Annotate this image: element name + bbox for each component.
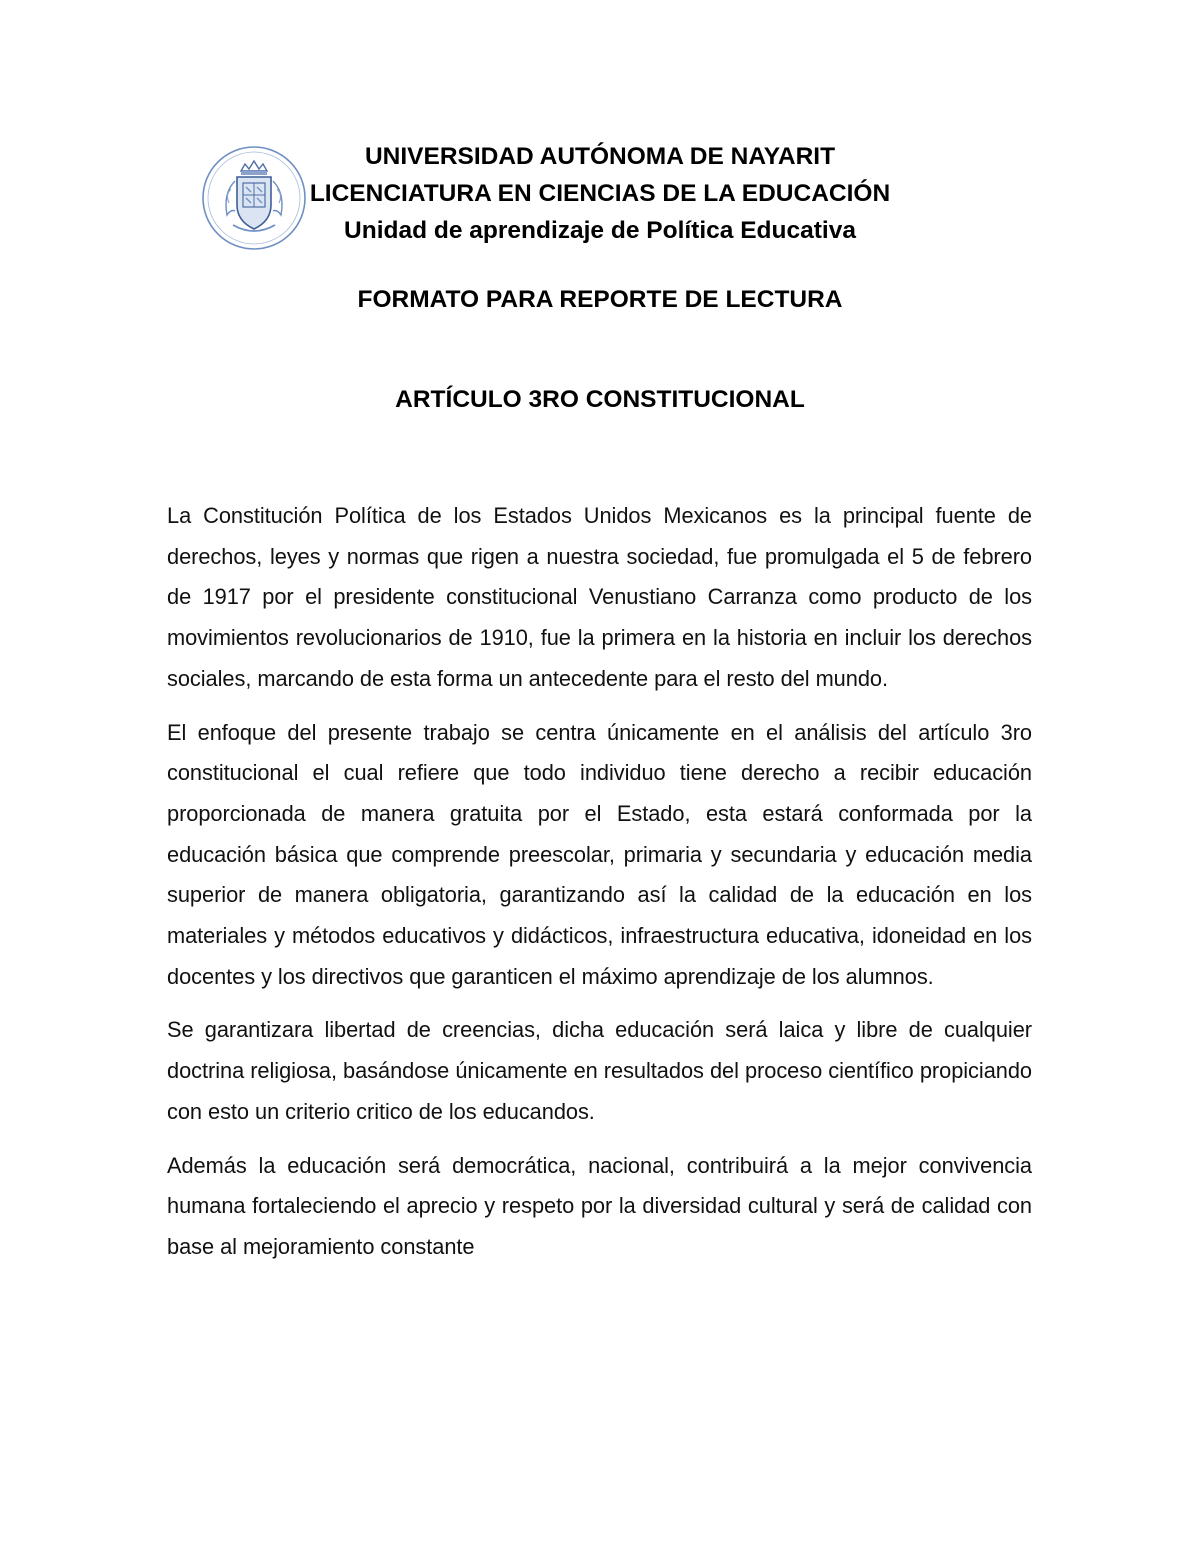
institution-header [0,138,1200,249]
unit-name: Unidad de aprendizaje de Política Educativa [344,217,856,244]
university-name: UNIVERSIDAD AUTÓNOMA DE NAYARIT [364,143,836,170]
body-text [167,496,1032,1281]
paragraph: Además la educación será democrática, nacional, contribuirá a la mejor convivencia humana fortaleciendo el aprecio y respeto por la diversidad cultural y será de calidad con base al mejoramiento constante [167,1152,1032,1259]
document-subtitle: ARTÍCULO 3RO CONSTITUCIONAL [395,386,805,413]
document-title: FORMATO PARA REPORTE DE LECTURA [357,286,843,313]
program-name: LICENCIATURA EN CIENCIAS DE LA EDUCACIÓN [309,180,891,207]
paragraph: La Constitución Política de los Estados Unidos Mexicanos es la principal fuente de derechos, leyes y normas que rigen a nuestra sociedad, fue promulgada el 5 de febrero de 1917 por el presidente constitucional Venustiano Carranza como producto de los movimientos revolucionarios de 1910, fue la primera en la historia en incluir los derechos sociales, marcando de esta forma un antecedente para el resto del mundo. [167,503,1032,691]
paragraph: Se garantizara libertad de creencias, dicha educación será laica y libre de cualquier doctrina religiosa, basándose únicamente en resultados del proceso científico propiciando con esto un criterio critico de los educandos. [167,1017,1032,1124]
paragraph: El enfoque del presente trabajo se centra únicamente en el análisis del artículo 3ro constitucional el cual refiere que todo individuo tiene derecho a recibir educación proporcionada de manera gratuita por el Estado, esta estará conformada por la educación básica que comprende preescolar, primaria y secundaria y educación media superior de manera obligatoria, garantizando así la calidad de la educación en los materiales y métodos educativos y didácticos, infraestructura educativa, idoneidad en los docentes y los directivos que garanticen el máximo aprendizaje de los alumnos. [167,719,1032,989]
